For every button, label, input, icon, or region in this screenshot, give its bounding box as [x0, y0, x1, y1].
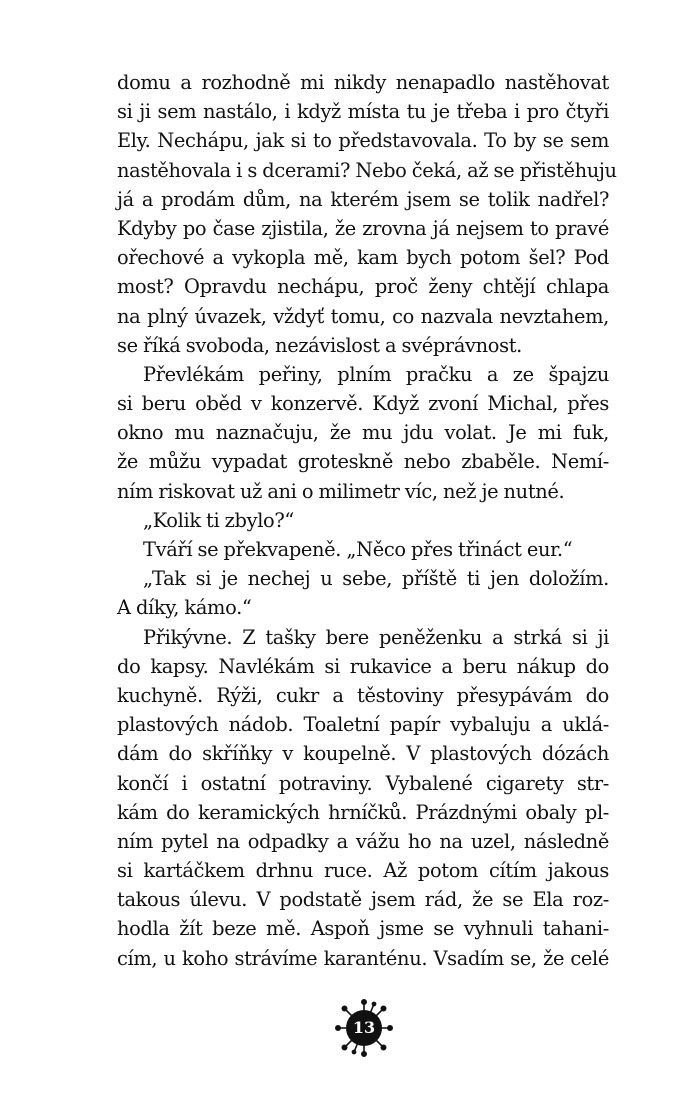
- text-line: ním pytel na odpadky a vážu ho na uzel, následně: [117, 829, 609, 853]
- paragraph-start-line: Přikývne. Z tašky bere peněženku a strká si ji: [143, 625, 609, 649]
- dialogue-line: „Kolik ti zbylo?“: [143, 508, 294, 532]
- text-line: domu a rozhodně mi nikdy nenapadlo nastěhovat: [117, 71, 609, 94]
- text-line: hodla žít beze mě. Aspoň jsme se vyhnuli tahani-: [117, 917, 609, 941]
- page-number-badge: [334, 998, 394, 1058]
- paragraph-start-line: Převlékám peřiny, plním pračku a ze špajzu: [143, 362, 609, 386]
- text-line: Ely. Nechápu, jak si to představovala. To by se sem: [117, 129, 609, 153]
- dialogue-line: Tváří se překvapeně. „Něco přes třináct eur.“: [143, 538, 573, 561]
- text-line: že můžu vypadat groteskně nebo zbaběle. Nemí-: [117, 450, 609, 474]
- text-line: kám do keramických hrníčků. Prázdnými obaly pl-: [117, 800, 609, 824]
- text-line: do kapsy. Navlékám si rukavice a beru nákup do: [117, 654, 609, 678]
- page-number: 13: [352, 1018, 376, 1037]
- paragraph-end-line: A díky, kámo.“: [117, 596, 252, 620]
- text-line: končí i ostatní potraviny. Vybalené cigarety str-: [117, 771, 609, 795]
- text-line: plastových nádob. Toaletní papír vybaluju a uklá-: [117, 713, 609, 737]
- text-line: okno mu naznačuju, že mu jdu volat. Je mi fuk,: [117, 421, 609, 445]
- text-line: dám do skříňky v koupelně. V plastových dózách: [117, 742, 609, 766]
- text-line: já a prodám dům, na kterém jsem se tolik nadřel?: [117, 187, 609, 211]
- book-page-text: [117, 68, 617, 973]
- text-line: cím, u koho strávíme karanténu. Vsadím se, že celé: [117, 946, 609, 970]
- text-line: most? Opravdu nechápu, proč ženy chtějí chlapa: [117, 275, 609, 299]
- dialogue-line: „Tak si je nechej u sebe, příště ti jen doložím.: [143, 567, 609, 591]
- text-line: si kartáčkem drhnu ruce. Až potom cítím jakous: [117, 859, 609, 883]
- text-line: takous úlevu. V podstatě jsem rád, že se Ela roz-: [117, 888, 609, 912]
- paragraph-end-line: se říká svoboda, nezávislost a svéprávnost.: [117, 333, 522, 357]
- text-line: si beru oběd v konzervě. Když zvoní Michal, přes: [117, 392, 609, 416]
- text-line: kuchyně. Rýži, cukr a těstoviny přesypávám do: [117, 683, 609, 707]
- text-line: ořechové a vykopla mě, kam bych potom šel? Pod: [117, 246, 609, 270]
- paragraph-end-line: ním riskovat už ani o milimetr víc, než je nutné.: [117, 479, 565, 503]
- text-line: Kdyby po čase zjistila, že zrovna já nejsem to pravé: [117, 216, 609, 240]
- text-line: nastěhovala i s dcerami? Nebo čeká, až se přistěhuju: [117, 158, 617, 182]
- text-line: na plný úvazek, vždyť tomu, co nazvala nevztahem,: [117, 304, 609, 328]
- text-line: si ji sem nastálo, i když místa tu je třeba i pro čtyři: [117, 100, 609, 124]
